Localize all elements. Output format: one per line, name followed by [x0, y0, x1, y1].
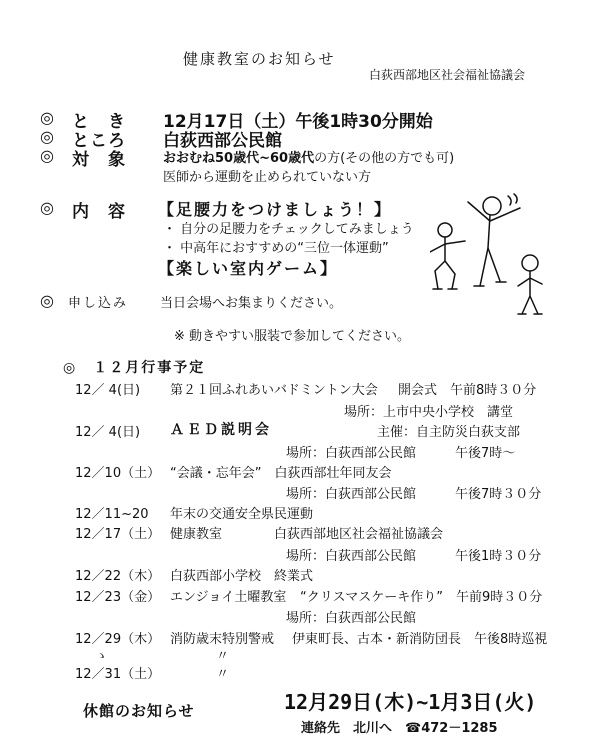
target-age-note: の方(その他の方でも可) [314, 151, 455, 166]
closure-label: 休館のお知らせ [83, 702, 195, 720]
exercise-illustration [430, 186, 550, 326]
schedule-date: 12／ 4(日) [75, 425, 141, 440]
schedule-extra: “クリスマスケーキ作り” 午前9時３０分 [300, 590, 543, 605]
where-label: ところ [72, 131, 126, 151]
schedule-event: 第２１回ふれあいバドミントン大会 [170, 383, 378, 398]
content-label: 内 容 [72, 202, 126, 222]
schedule-date: 12／ 4(日) [75, 383, 141, 398]
schedule-place: 場所：白荻西部公民館 [286, 446, 417, 461]
schedule-event: 健康教室 [170, 527, 223, 542]
schedule-date: 12／31（土） [75, 667, 161, 682]
schedule-date: 12／22（木） [75, 569, 161, 584]
target-value-line2: 医師から運動を止められていない方 [163, 170, 372, 185]
content-item-1: ・ 自分の足腰力をチェックしてみましょう [163, 222, 414, 237]
closure-dates: 12月29日(木)~1月3日(火) [284, 690, 537, 714]
where-value: 白荻西部公民館 [163, 131, 282, 151]
schedule-extra: 伊東町長、古本・新消防団長 午後8時巡視 [292, 632, 548, 647]
ditto-mark: 〃 [216, 649, 230, 664]
schedule-event: ＡＥＤ説明会 [170, 422, 272, 438]
bullet-icon: ◎ [40, 291, 54, 310]
schedule-date: 12／10（土） [75, 466, 161, 481]
content-item-2: ・ 中高年におすすめの“三位一体運動” [163, 241, 389, 256]
schedule-time: 午後1時３０分 [455, 549, 542, 564]
schedule-date: 12／17（土） [75, 527, 161, 542]
schedule-event: 年末の交通安全県民運動 [170, 507, 314, 522]
when-label: と き [72, 112, 126, 132]
schedule-extra: 主催：自主防災白荻支部 [377, 425, 521, 440]
schedule-event: 白荻西部小学校 終業式 [170, 569, 314, 584]
schedule-place: 場所：白荻西部公民館 [286, 549, 417, 564]
apply-value: 当日会場へお集まりください。 [160, 296, 343, 311]
ditto-mark: 〃 [216, 667, 230, 682]
bullet-icon: ◎ [40, 108, 54, 127]
schedule-extra: 白荻西部地区社会福祉協議会 [274, 527, 444, 542]
schedule-event: エンジョイ土曜教室 [170, 590, 287, 605]
person-head [438, 223, 452, 237]
target-age: おおむね50歳代~60歳代 [163, 151, 315, 166]
schedule-event: “会議・忘年会” 白荻西部壮年同友会 [170, 466, 392, 481]
bullet-icon: ◎ [40, 127, 54, 146]
ditto-mark: ゝ [95, 649, 109, 664]
notice-title: 健康教室のお知らせ [183, 50, 336, 68]
target-value-line1 [163, 147, 454, 166]
apply-label: 申し込み [68, 296, 129, 311]
person-head [483, 197, 501, 215]
content-title: 【足腰力をつけましょう！】 [158, 200, 393, 219]
schedule-time: 午後7時～ [455, 446, 516, 461]
schedule-extra: 開会式 午前8時３０分 [398, 383, 537, 398]
schedule-event: 消防歳末特別警戒 [170, 632, 275, 647]
schedule-place: 場所：白荻西部公民館 [286, 487, 417, 502]
contact-info: 連絡先 北川へ ☎472－1285 [301, 721, 498, 736]
schedule-time: 午後7時３０分 [455, 487, 542, 502]
schedule-place: 場所：白荻西部公民館 [286, 611, 417, 626]
schedule-date: 12／29（木） [75, 632, 161, 647]
target-label: 対 象 [72, 150, 126, 170]
schedule-heading: ◎ １２月行事予定 [63, 360, 206, 376]
schedule-date: 12／23（金） [75, 590, 161, 605]
clothing-note: ※ 動きやすい服装で参加してください。 [174, 329, 411, 344]
person-head [522, 255, 538, 271]
schedule-place: 場所：上市中央小学校 講堂 [344, 405, 514, 420]
schedule-date: 12／11~20 [75, 507, 149, 522]
game-title: 【楽しい室内ゲーム】 [158, 259, 339, 278]
bullet-icon: ◎ [40, 198, 54, 217]
organizer-name: 白荻西部地区社会福祉協議会 [369, 68, 526, 82]
bullet-icon: ◎ [40, 146, 54, 165]
when-value: 12月17日（土）午後1時30分開始 [163, 112, 433, 132]
